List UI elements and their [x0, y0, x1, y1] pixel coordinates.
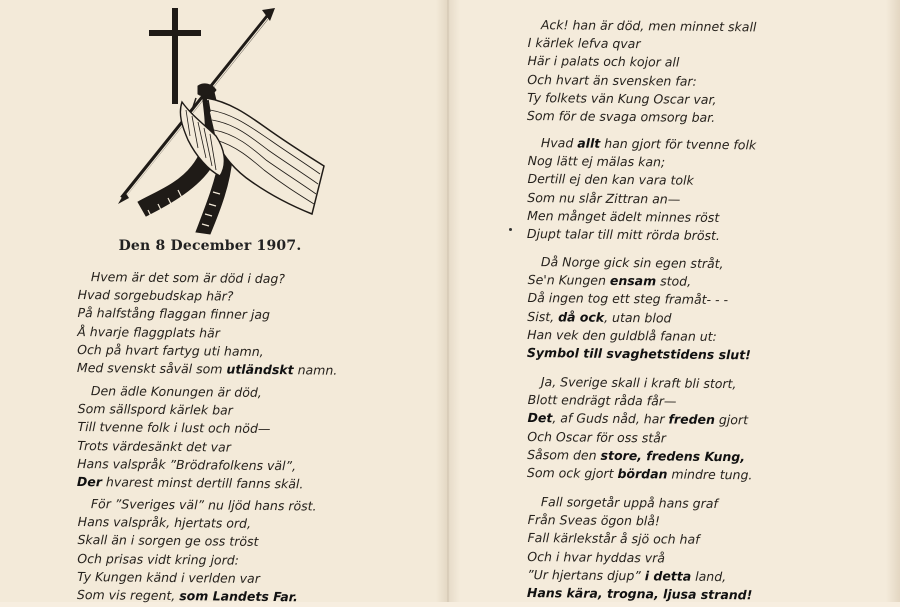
verse-text: Som ock gjort [526, 465, 618, 481]
verse-text: Djupt talar till mitt rörda bröst. [526, 226, 720, 244]
verse-text: , utan blod [604, 309, 672, 326]
right-stanza [527, 373, 754, 485]
verse-line [527, 308, 751, 329]
verse-text: På halfstång flaggan finner jag [77, 305, 271, 323]
cross-icon [149, 8, 201, 104]
verse-text: Hvad [540, 135, 578, 151]
verse-text: Fall kärlekstår å sjö och haf [527, 530, 700, 548]
verse-line [528, 134, 756, 155]
verse-text: I kärlek lefva qvar [527, 35, 641, 52]
bold-phrase: ensam [609, 273, 657, 289]
verse-line [527, 584, 753, 605]
verse-text: Som för de svaga omsorg bar. [526, 108, 716, 125]
verse-line [527, 548, 753, 569]
verse-line [527, 189, 755, 210]
bold-phrase: Symbol till svaghetstidens slut! [526, 345, 751, 363]
verse-text: Och hvart än svensken far: [527, 71, 697, 89]
cross-and-flag-emblem [112, 6, 327, 238]
verse-line [528, 16, 757, 37]
verse-line [77, 437, 304, 458]
bold-phrase: bördan [617, 465, 668, 482]
verse-text: hvarest minst dertill fanns skäl. [101, 474, 304, 492]
verse-text: Ty folkets vän Kung Oscar var, [527, 89, 717, 107]
bold-phrase: store, fredens Kung, [600, 447, 746, 465]
verse-line [77, 550, 316, 571]
verse-text: Och på hvart fartyg uti hamn, [77, 341, 264, 359]
verse-text: stod, [656, 273, 692, 289]
verse-text: han gjort för tvenne folk [600, 135, 757, 153]
bold-phrase: Der [76, 474, 103, 490]
verse-line [77, 304, 338, 325]
verse-line [78, 382, 305, 403]
left-stanza [77, 382, 305, 494]
verse-text: mindre tung. [667, 466, 753, 483]
verse-line [527, 446, 753, 467]
verse-line [77, 359, 338, 380]
bold-phrase: Hans kära, trogna, ljusa strand! [526, 585, 753, 603]
date-heading: Den 8 December 1907. [118, 238, 302, 254]
verse-text: Men månget ädelt minnes röst [527, 207, 720, 225]
verse-text: Blott endrägt råda får— [527, 392, 677, 409]
verse-text: namn. [293, 362, 338, 378]
verse-text: Han vek den guldblå fanan ut: [527, 326, 717, 344]
verse-text: Ja, Sverige skall i kraft bli stort, [540, 374, 737, 392]
verse-line [528, 253, 752, 274]
verse-text: Hvem är det som är död i dag? [90, 269, 286, 287]
verse-line [528, 152, 756, 173]
verse-line [527, 225, 755, 246]
verse-text: Och i hvar hyddas vrå [527, 548, 666, 566]
bold-phrase: freden [668, 411, 716, 428]
verse-text: Som vis regent, [76, 587, 180, 604]
verse-text: Som sällspord kärlek bar [77, 401, 233, 418]
verse-line [528, 391, 754, 412]
verse-text: Och prisas vidt kring jord: [77, 550, 240, 568]
verse-line [528, 271, 752, 292]
verse-text: Och Oscar för oss står [527, 428, 667, 446]
verse-line [527, 52, 756, 73]
verse-text: För ”Sveriges väl” nu ljöd hans röst. [90, 496, 317, 514]
verse-text: ”Ur hjertans djup” [527, 566, 645, 584]
verse-text: Den ädle Konungen är död, [90, 383, 262, 400]
verse-text: Sist, [527, 308, 559, 324]
right-stanza [527, 253, 752, 365]
left-stanza [77, 268, 338, 380]
verse-line [527, 566, 753, 587]
verse-text: Dertill ej den kan vara tolk [527, 171, 694, 189]
verse-text: Ty Kungen känd i verlden var [77, 568, 260, 586]
verse-line [527, 464, 753, 485]
verse-line [77, 455, 304, 476]
verse-line [527, 344, 751, 365]
verse-text: Från Sveas ögon blå! [527, 512, 661, 529]
verse-text: Trots värdesänkt det var [77, 437, 231, 455]
right-stanza [527, 493, 754, 605]
verse-text: Här i palats och kojor all [527, 53, 680, 70]
verse-text: Nog lätt ej mälas kan; [527, 153, 666, 170]
verse-text: Hvad sorgebudskap här? [77, 287, 234, 304]
verse-text: Skall än i sorgen ge oss tröst [77, 532, 259, 550]
bold-phrase: utländskt [226, 361, 294, 378]
bold-phrase: i detta [644, 568, 692, 584]
verse-line [77, 586, 316, 607]
verse-text: Som nu slår Zittran an— [527, 189, 681, 207]
verse-line [77, 418, 304, 439]
verse-text: Hans valspråk ”Brödrafolkens väl”, [77, 455, 297, 474]
verse-text: , af Guds nåd, har [552, 410, 669, 427]
half-mast-flag-icon [138, 84, 324, 234]
verse-line [527, 207, 755, 228]
stray-mark [509, 228, 512, 231]
verse-line [527, 289, 751, 310]
verse-text: land, [691, 568, 727, 584]
verse-line [527, 170, 755, 191]
verse-text: Såsom den [527, 446, 601, 463]
page-fold [436, 0, 460, 602]
verse-line [527, 89, 756, 110]
verse-line [528, 493, 754, 514]
verse-text: Med svenskt såväl som [76, 360, 227, 377]
verse-line [527, 428, 753, 449]
verse-line [527, 107, 756, 128]
verse-text: gjort [714, 412, 749, 428]
verse-line [78, 400, 305, 421]
verse-text: Hans valspråk, hjertats ord, [77, 514, 252, 532]
verse-line [528, 373, 754, 394]
verse-text: Fall sorgetår uppå hans graf [540, 494, 718, 511]
left-stanza [77, 495, 317, 607]
verse-line [527, 326, 751, 347]
verse-line [528, 34, 757, 55]
verse-text: Ack! han är död, men minnet skall [540, 17, 757, 35]
verse-line [77, 531, 316, 552]
verse-text: Å hvarje flaggplats här [77, 323, 220, 341]
bold-phrase: som Landets Far. [179, 588, 298, 605]
verse-line [77, 473, 304, 494]
bold-phrase: Det [527, 410, 553, 426]
verse-text: Då ingen tog ett steg framåt- - - [527, 290, 729, 308]
bold-phrase: allt [577, 135, 601, 151]
verse-line [527, 529, 753, 550]
page-edge [886, 0, 900, 602]
right-stanza [527, 16, 757, 128]
right-stanza [527, 134, 756, 246]
verse-text: Till tvenne folk i lust och nöd— [77, 419, 271, 437]
bold-phrase: då ock [558, 308, 605, 325]
left-page [0, 0, 448, 605]
verse-line [527, 409, 753, 430]
verse-line [528, 511, 754, 532]
verse-line [527, 71, 756, 92]
verse-text: Då Norge gick sin egen stråt, [540, 254, 724, 272]
verse-text: Se'n Kungen [527, 272, 610, 289]
